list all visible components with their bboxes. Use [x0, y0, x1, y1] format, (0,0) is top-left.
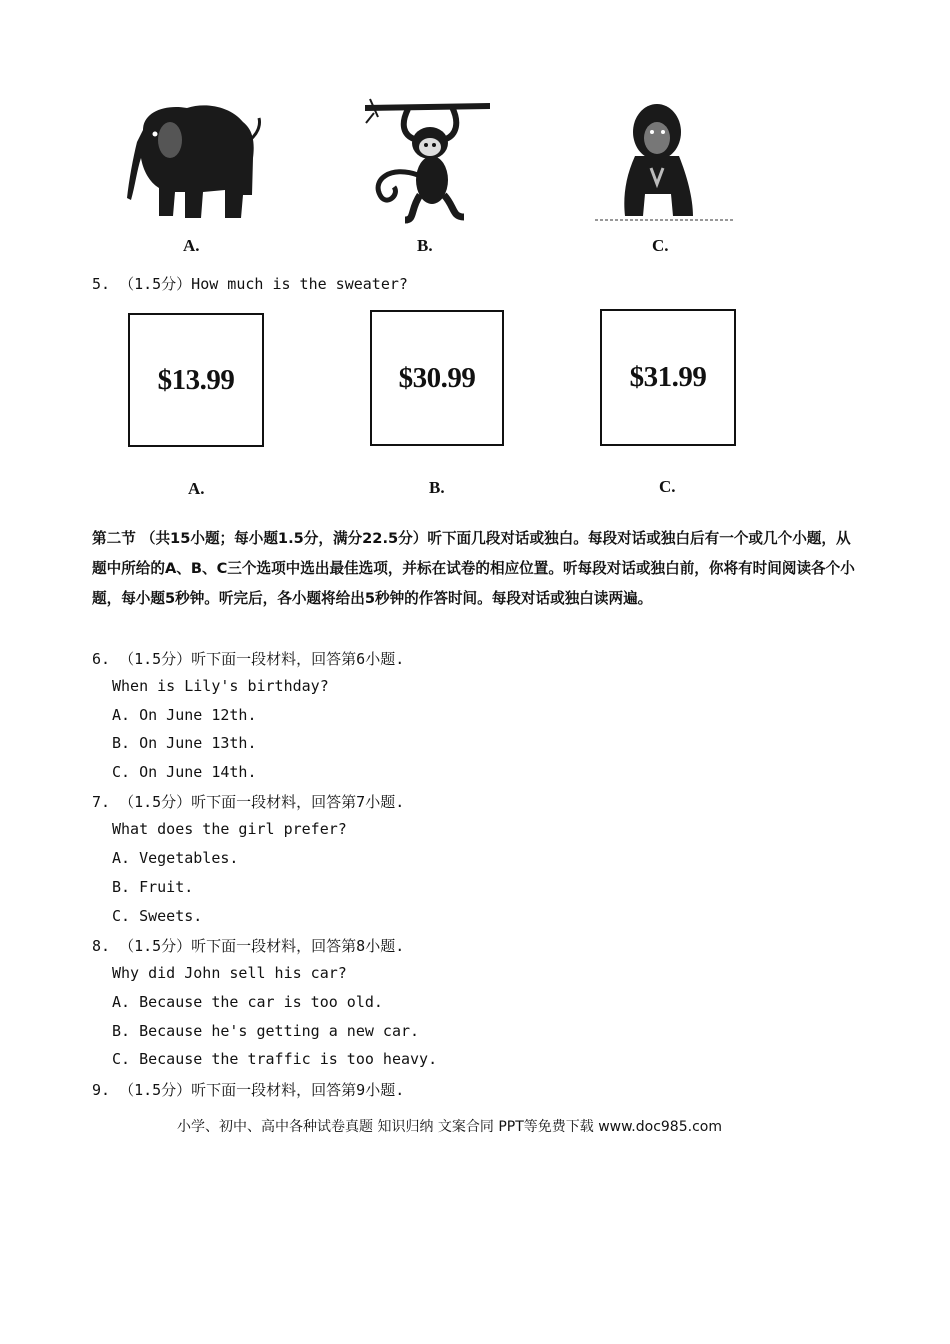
q5-option-c-box [600, 309, 736, 446]
q5-option-b-price: $30.99 [398, 361, 476, 394]
q7-option-c: C. Sweets. [112, 907, 203, 925]
q5-option-a-label: A. [188, 479, 205, 498]
lion-icon [595, 98, 735, 226]
q8-option-a: A. Because the car is too old. [112, 993, 383, 1011]
q7-option-a: A. Vegetables. [112, 849, 239, 867]
q6-question: When is Lily's birthday? [112, 677, 329, 695]
q7-question: What does the girl prefer? [112, 820, 347, 838]
q4-option-c-label: C. [652, 236, 669, 255]
q7-head: 7. （1.5分）听下面一段材料，回答第7小题. [92, 793, 405, 811]
elephant-icon [125, 100, 265, 225]
q5-option-a-price: $13.99 [157, 363, 235, 396]
q6-option-a: A. On June 12th. [112, 706, 257, 724]
q4-option-b-label: B. [417, 236, 433, 255]
q8-question: Why did John sell his car? [112, 964, 347, 982]
q8-option-c: C. Because the traffic is too heavy. [112, 1050, 438, 1068]
q8-option-b: B. Because he's getting a new car. [112, 1022, 420, 1040]
q5-option-b-label: B. [429, 478, 445, 497]
q8-head: 8. （1.5分）听下面一段材料，回答第8小题. [92, 937, 405, 955]
q5-prompt: 5. （1.5分）How much is the sweater? [92, 275, 408, 293]
q5-option-b-box [370, 310, 504, 446]
q5-option-c-label: C. [659, 477, 676, 496]
monkey-icon [360, 95, 495, 225]
q4-option-a-label: A. [183, 236, 200, 255]
q5-option-a-box [128, 313, 264, 447]
q6-head: 6. （1.5分）听下面一段材料，回答第6小题. [92, 650, 405, 668]
q9-head: 9. （1.5分）听下面一段材料，回答第9小题. [92, 1081, 405, 1099]
q5-option-c-price: $31.99 [629, 361, 707, 393]
section2-instructions [92, 524, 864, 614]
q6-option-c: C. On June 14th. [112, 763, 257, 781]
q6-option-b: B. On June 13th. [112, 734, 257, 752]
page-footer: 小学、初中、高中各种试卷真题 知识归纳 文案合同 PPT等免费下载 www.doc985.com [177, 1119, 722, 1135]
q7-option-b: B. Fruit. [112, 878, 194, 896]
section2-text: 第二节 （共15小题；每小题1.5分，满分22.5分）听下面几段对话或独白。每段对话或独白后有一个或几个小题，从题中所给的A、B、C三个选项中选出最佳选项，并标在试卷的相应位置。听每段对话或独白前，你将有时间阅读各个小题，每小题5秒钟。听完后，各小题将给出5秒钟的作答时间。每段对话或独白读两遍。 [92, 530, 855, 607]
